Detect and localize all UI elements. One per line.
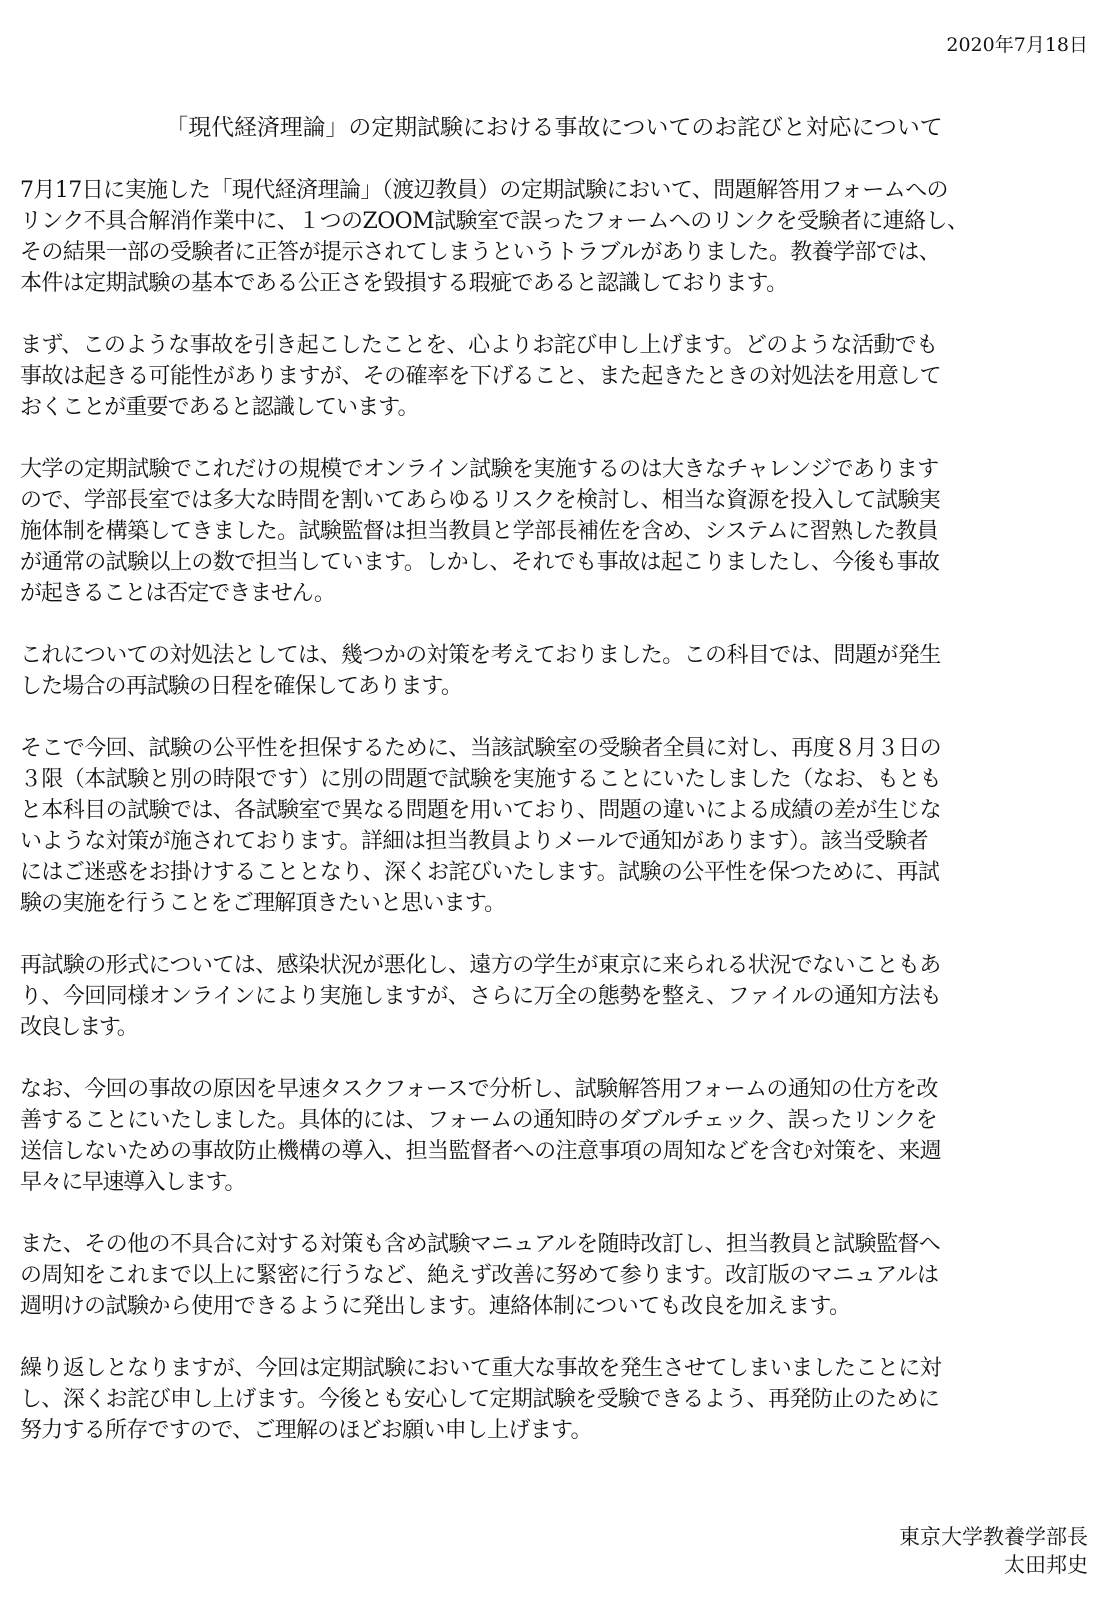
paragraph-line: 7月17日に実施した「現代経済理論」（渡辺教員）の定期試験において、問題解答用フォームへの (20, 178, 948, 203)
paragraph-line: 善することにいたしました。具体的には、フォームの通知時のダブルチェック、誤ったリンクを (20, 1108, 938, 1133)
paragraph-line: 改良します。 (20, 1015, 137, 1040)
paragraph-line: ので、学部長室では多大な時間を割いてあらゆるリスクを検討し、相当な資源を投入して試験実 (20, 488, 941, 513)
paragraph-line: が通常の試験以上の数で担当しています。しかし、それでも事故は起こりましたし、今後も事故 (20, 550, 940, 575)
paragraph-line: 送信しないための事故防止機構の導入、担当監督者への注意事項の周知などを含む対策を、来週 (20, 1139, 942, 1164)
paragraph-line: 事故は起きる可能性がありますが、その確率を下げること、また起きたときの対処法を用意して (20, 364, 942, 389)
paragraph-line: なお、今回の事故の原因を早速タスクフォースで分析し、試験解答用フォームの通知の仕方を改 (20, 1077, 938, 1102)
paragraph-line: そこで今回、試験の公平性を担保するために、当該試験室の受験者全員に対し、再度８月３日の (20, 736, 942, 761)
document-title: 「現代経済理論」の定期試験における事故についてのお詫びと対応について (165, 115, 943, 141)
paragraph-line: 大学の定期試験でこれだけの規模でオンライン試験を実施するのは大きなチャレンジであります (20, 457, 939, 482)
paragraph-line: まず、このような事故を引き起こしたことを、心よりお詫び申し上げます。どのような活動でも (20, 333, 938, 358)
paragraph-line: と本科目の試験では、各試験室で異なる問題を用いており、問題の違いによる成績の差が生じな (20, 798, 942, 823)
paragraph-line: これについての対処法としては、幾つかの対策を考えておりました。この科目では、問題が発生 (20, 643, 941, 668)
paragraph-line: ３限（本試験と別の時限です）に別の問題で試験を実施することにいたしました（なお、もとも (20, 767, 942, 792)
paragraph-line: り、今回同様オンラインにより実施しますが、さらに万全の態勢を整え、ファイルの通知方法も (20, 984, 942, 1009)
paragraph-line: その結果一部の受験者に正答が提示されてしまうというトラブルがありました。教養学部では、 (20, 240, 941, 265)
body-paragraph (20, 1074, 1100, 1198)
paragraph-line: 施体制を構築してきました。試験監督は担当教員と学部長補佐を含め、システムに習熟した教員 (20, 519, 939, 544)
body-paragraph (20, 733, 1100, 919)
paragraph-line: した場合の再試験の日程を確保してあります。 (20, 674, 462, 699)
body-paragraph (20, 175, 1100, 299)
paragraph-line: また、その他の不具合に対する対策も含め試験マニュアルを随時改訂し、担当教員と試験監督へ (20, 1232, 941, 1257)
signature-name: 太田邦史 (1004, 1553, 1088, 1577)
body-paragraph (20, 1353, 1100, 1446)
paragraph-line: の周知をこれまで以上に緊密に行うなど、絶えず改善に努めて参ります。改訂版のマニュアルは (20, 1263, 939, 1288)
body-paragraph (20, 330, 1100, 423)
paragraph-line: いような対策が施されております。詳細は担当教員よりメールで通知があります）。該当受験者 (20, 829, 928, 854)
paragraph-line: にはご迷惑をお掛けすることとなり、深くお詫びいたします。試験の公平性を保つために、再試 (20, 860, 940, 885)
body-paragraph (20, 950, 1100, 1043)
paragraph-line: 早々に早速導入します。 (20, 1170, 245, 1195)
body-paragraph (20, 640, 1100, 702)
document-date: 2020年7月18日 (946, 34, 1088, 56)
paragraph-line: し、深くお詫び申し上げます。今後とも安心して定期試験を受験できるよう、再発防止のために (20, 1387, 940, 1412)
signature-organization: 東京大学教養学部長 (899, 1525, 1088, 1549)
body-paragraph (20, 1229, 1100, 1322)
paragraph-line: が起きることは否定できません。 (20, 581, 335, 606)
paragraph-line: 験の実施を行うことをご理解頂きたいと思います。 (20, 891, 506, 916)
signature-block (899, 1523, 1088, 1579)
paragraph-line: 再試験の形式については、感染状況が悪化し、遠方の学生が東京に来られる状況でないこともあ (20, 953, 941, 978)
body-paragraph (20, 454, 1100, 609)
paragraph-line: 繰り返しとなりますが、今回は定期試験において重大な事故を発生させてしまいましたことに対 (20, 1356, 942, 1381)
paragraph-line: 努力する所存ですので、ご理解のほどお願い申し上げます。 (20, 1418, 592, 1443)
paragraph-line: 本件は定期試験の基本である公正さを毀損する瑕疵であると認識しております。 (20, 271, 788, 296)
paragraph-line: 週明けの試験から使用できるように発出します。連絡体制についても改良を加えます。 (20, 1294, 851, 1319)
document-body (20, 175, 1100, 1477)
paragraph-line: リンク不具合解消作業中に、１つのZOOM試験室で誤ったフォームへのリンクを受験者に連絡し、 (20, 209, 969, 234)
paragraph-line: おくことが重要であると認識しています。 (20, 395, 419, 420)
